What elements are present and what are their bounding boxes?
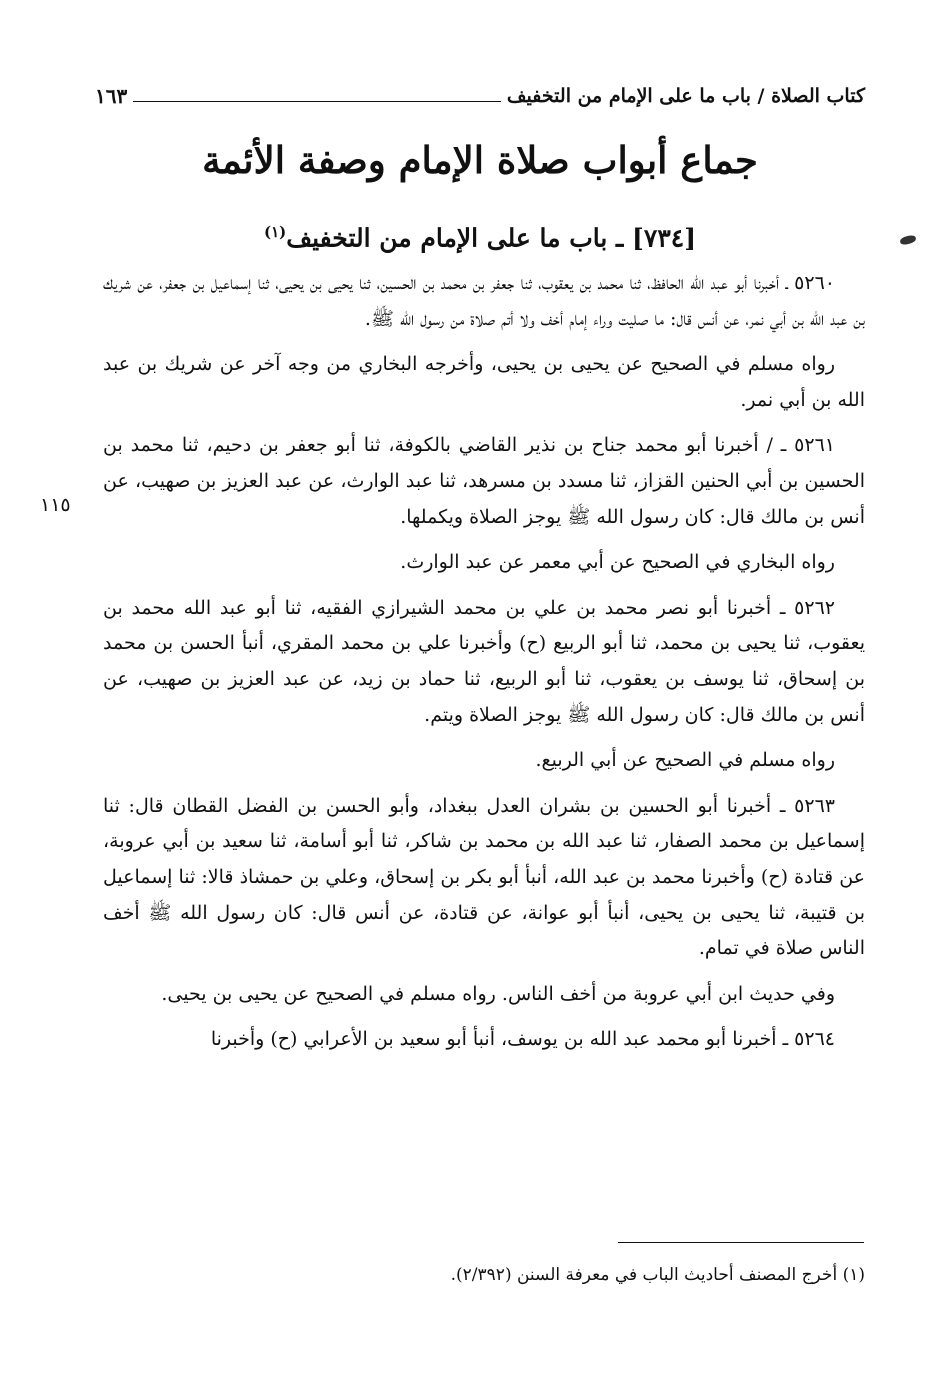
chapter-title: جماع أبواب صلاة الإمام وصفة الأئمة bbox=[202, 138, 758, 182]
section-title-text: [٧٣٤] ـ باب ما على الإمام من التخفيف bbox=[286, 223, 697, 253]
header-title: كتاب الصلاة / باب ما على الإمام من التخفيف bbox=[506, 85, 865, 107]
page-number: ١٦٣ bbox=[95, 84, 128, 108]
hadith-paragraph: ٥٢٦٠ ـ أخبرنا أبو عبد الله الحافظ، ثنا محمد بن يعقوب، ثنا جعفر بن محمد بن الحسين، ثنا يحيى بن يحيى، ثنا إسماعيل بن جعفر، عن شريك بن عبد الله بن أبي نمر، عن أنس قال: ما صليت وراء إمام أخف ولا أتم صلاة من رسول الله ﷺ. bbox=[103, 272, 865, 330]
body-text bbox=[103, 266, 865, 1068]
hadith-paragraph: ٥٢٦٤ ـ أخبرنا أبو محمد عبد الله بن يوسف، أنبأ أبو سعيد بن الأعرابي (ح) وأخبرنا bbox=[210, 1028, 835, 1051]
commentary-paragraph: رواه البخاري في الصحيح عن أبي معمر عن عبد الوارث. bbox=[400, 551, 835, 574]
hadith-paragraph: ٥٢٦٣ ـ أخبرنا أبو الحسين بن بشران العدل ببغداد، وأبو الحسن بن الفضل القطان قال: ثنا إسماعيل بن محمد الصفار، ثنا عبد الله بن محمد بن شاكر، ثنا أبو أسامة، ثنا سعيد بن أبي عروبة، عن قتادة (ح) وأخبرنا محمد بن عبد الله، أنبأ أبو بكر بن إسحاق، وعلي بن حمشاذ قالا: ثنا إسماعيل بن قتيبة، ثنا يحيى بن يحيى، أنبأ أبو عوانة، عن قتادة، عن أنس قال: كان رسول الله ﷺ أخف الناس صلاة في تمام. bbox=[103, 794, 865, 960]
header-rule bbox=[133, 101, 501, 102]
hadith-paragraph: ٥٢٦١ ـ / أخبرنا أبو محمد جناح بن نذير القاضي بالكوفة، ثنا أبو جعفر بن دحيم، ثنا محمد بن الحسين بن أبي الحنين القزاز، ثنا مسدد بن مسرهد، ثنا عبد الوارث، عن عبد العزيز بن صهيب، عن أنس بن مالك قال: كان رسول الله ﷺ يوجز الصلاة ويكملها. bbox=[103, 434, 865, 528]
footnote-separator bbox=[618, 1242, 864, 1243]
margin-ornament bbox=[899, 234, 916, 245]
footnote-marker: (١) bbox=[263, 223, 287, 241]
commentary-paragraph: رواه مسلم في الصحيح عن يحيى بن يحيى، وأخرجه البخاري من وجه آخر عن شريك بن عبد الله بن أبي نمر. bbox=[103, 353, 865, 411]
hadith-paragraph: ٥٢٦٢ ـ أخبرنا أبو نصر محمد بن علي بن محمد الشيرازي الفقيه، ثنا أبو عبد الله محمد بن يعقوب، ثنا يحيى بن محمد، ثنا أبو الربيع (ح) وأخبرنا علي بن محمد المقري، أنبأ الحسن بن محمد بن إسحاق، ثنا يوسف بن يعقوب، ثنا أبو الربيع، ثنا حماد بن زيد، عن عبد العزيز بن صهيب، عن أنس بن مالك قال: كان رسول الله ﷺ يوجز الصلاة ويتم. bbox=[103, 596, 865, 726]
commentary-paragraph: وفي حديث ابن أبي عروبة من أخف الناس. رواه مسلم في الصحيح عن يحيى بن يحيى. bbox=[161, 982, 835, 1005]
manuscript-folio-note: ١١٥ bbox=[40, 494, 71, 516]
running-header bbox=[95, 78, 865, 114]
footnote: (١) أخرج المصنف أحاديث الباب في معرفة السنن (٢/٣٩٢). bbox=[450, 1265, 865, 1285]
commentary-paragraph: رواه مسلم في الصحيح عن أبي الربيع. bbox=[535, 749, 835, 772]
section-title bbox=[95, 210, 865, 260]
